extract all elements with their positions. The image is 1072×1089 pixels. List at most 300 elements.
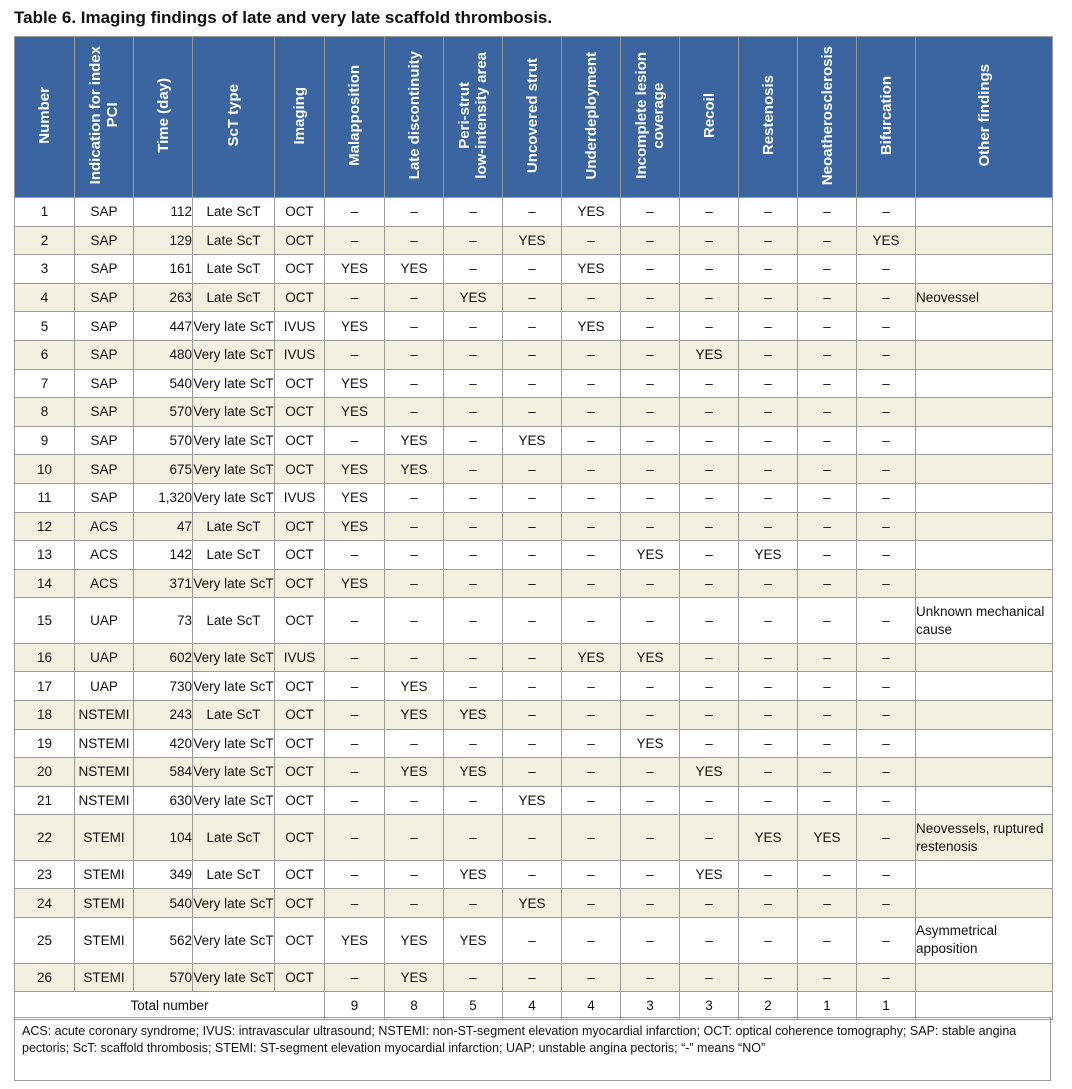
table-cell	[916, 483, 1053, 512]
table-cell: STEMI	[75, 889, 134, 918]
table-cell: –	[503, 369, 562, 398]
table-cell: 18	[15, 701, 75, 730]
table-cell: –	[444, 541, 503, 570]
table-cell: –	[325, 889, 385, 918]
table-cell: –	[621, 918, 680, 964]
table-cell: –	[621, 426, 680, 455]
table-cell: 11	[15, 483, 75, 512]
table-cell: –	[798, 369, 857, 398]
table-cell: –	[680, 815, 739, 861]
table-cell: YES	[503, 889, 562, 918]
column-header	[503, 37, 562, 198]
table-cell: –	[503, 963, 562, 992]
table-cell: –	[503, 483, 562, 512]
table-cell: YES	[325, 255, 385, 284]
table-cell: NSTEMI	[75, 786, 134, 815]
table-cell: –	[444, 569, 503, 598]
table-cell: –	[798, 255, 857, 284]
table-cell: OCT	[275, 889, 325, 918]
table-cell: –	[739, 198, 798, 227]
table-cell: –	[857, 786, 916, 815]
table-cell: 13	[15, 541, 75, 570]
table-cell: –	[680, 672, 739, 701]
table-cell: Very late ScT	[193, 889, 275, 918]
table-cell: –	[798, 455, 857, 484]
table-cell: –	[562, 963, 621, 992]
table-row	[15, 226, 1053, 255]
table-cell: 584	[134, 758, 193, 787]
table-row	[15, 758, 1053, 787]
table-cell: –	[798, 918, 857, 964]
table-cell: 263	[134, 283, 193, 312]
table-cell: –	[562, 701, 621, 730]
table-cell: –	[325, 701, 385, 730]
table-cell: 22	[15, 815, 75, 861]
table-cell: –	[680, 918, 739, 964]
table-cell: –	[739, 786, 798, 815]
column-header	[680, 37, 739, 198]
table-cell: YES	[385, 426, 444, 455]
table-cell	[916, 729, 1053, 758]
table-cell: –	[562, 340, 621, 369]
table-cell: –	[385, 889, 444, 918]
table-cell	[916, 340, 1053, 369]
table-cell: –	[325, 672, 385, 701]
table-cell: OCT	[275, 598, 325, 644]
table-cell: YES	[562, 312, 621, 341]
table-cell: –	[385, 729, 444, 758]
table-cell: OCT	[275, 512, 325, 541]
table-cell: –	[325, 729, 385, 758]
table-cell: –	[325, 226, 385, 255]
column-header-label: Underdeployment	[582, 51, 600, 180]
table-row	[15, 860, 1053, 889]
table-cell: –	[739, 340, 798, 369]
total-value: 5	[444, 992, 503, 1020]
table-row	[15, 918, 1053, 964]
table-cell: YES	[325, 512, 385, 541]
table-cell: –	[680, 643, 739, 672]
table-cell: OCT	[275, 815, 325, 861]
column-header	[798, 37, 857, 198]
table-cell: YES	[385, 918, 444, 964]
table-cell: YES	[385, 758, 444, 787]
table-cell: –	[325, 340, 385, 369]
table-cell: 142	[134, 541, 193, 570]
table-cell: UAP	[75, 598, 134, 644]
table-cell: YES	[385, 455, 444, 484]
table-cell: YES	[385, 963, 444, 992]
table-cell: –	[739, 729, 798, 758]
table-cell: Very late ScT	[193, 729, 275, 758]
column-header	[134, 37, 193, 198]
table-cell: 3	[15, 255, 75, 284]
column-header	[444, 37, 503, 198]
table-cell: NSTEMI	[75, 758, 134, 787]
table-cell: –	[621, 483, 680, 512]
table-cell: Very late ScT	[193, 340, 275, 369]
total-empty-cell	[916, 992, 1053, 1020]
table-cell: –	[857, 758, 916, 787]
table-cell: –	[562, 815, 621, 861]
table-cell: YES	[562, 198, 621, 227]
total-value: 4	[562, 992, 621, 1020]
table-cell: –	[444, 963, 503, 992]
table-cell: –	[444, 672, 503, 701]
table-row	[15, 963, 1053, 992]
table-cell: –	[739, 283, 798, 312]
table-cell: Late ScT	[193, 512, 275, 541]
column-header	[75, 37, 134, 198]
table-cell	[916, 455, 1053, 484]
table-cell: –	[325, 643, 385, 672]
table-cell: –	[857, 455, 916, 484]
findings-table	[14, 36, 1053, 1020]
table-cell: –	[562, 283, 621, 312]
table-cell: –	[325, 426, 385, 455]
table-cell: YES	[444, 283, 503, 312]
table-cell: Late ScT	[193, 598, 275, 644]
table-cell: –	[503, 701, 562, 730]
column-header-label: Recoil	[700, 92, 718, 138]
table-cell: –	[798, 963, 857, 992]
table-cell: –	[503, 398, 562, 427]
table-cell: YES	[739, 541, 798, 570]
table-cell: 26	[15, 963, 75, 992]
table-cell: OCT	[275, 541, 325, 570]
table-cell: Very late ScT	[193, 398, 275, 427]
table-cell	[916, 312, 1053, 341]
table-cell: –	[444, 643, 503, 672]
table-row	[15, 701, 1053, 730]
table-cell: –	[385, 598, 444, 644]
table-cell: –	[621, 701, 680, 730]
table-cell: 243	[134, 701, 193, 730]
column-header-label: Malapposition	[346, 65, 363, 166]
table-cell	[916, 255, 1053, 284]
table-cell: YES	[739, 815, 798, 861]
table-cell: –	[503, 758, 562, 787]
table-cell	[916, 369, 1053, 398]
table-cell: Late ScT	[193, 198, 275, 227]
column-header-label: Late discontinuity	[405, 51, 423, 180]
table-cell: –	[385, 512, 444, 541]
total-value: 4	[503, 992, 562, 1020]
table-cell: –	[385, 569, 444, 598]
table-cell: Late ScT	[193, 701, 275, 730]
table-cell: OCT	[275, 758, 325, 787]
table-cell: –	[621, 226, 680, 255]
table-cell: 47	[134, 512, 193, 541]
table-cell	[916, 758, 1053, 787]
table-cell: –	[798, 426, 857, 455]
table-cell: –	[503, 815, 562, 861]
table-cell: SAP	[75, 340, 134, 369]
table-cell: NSTEMI	[75, 729, 134, 758]
column-header	[621, 37, 680, 198]
column-header-label: Other findings	[975, 64, 993, 167]
table-cell: OCT	[275, 672, 325, 701]
table-cell: –	[798, 512, 857, 541]
total-value: 1	[798, 992, 857, 1020]
table-cell: 540	[134, 889, 193, 918]
table-cell: –	[562, 512, 621, 541]
table-cell: IVUS	[275, 312, 325, 341]
table-cell: –	[562, 226, 621, 255]
table-cell	[916, 198, 1053, 227]
table-cell: 540	[134, 369, 193, 398]
total-value: 8	[385, 992, 444, 1020]
table-cell: Asymmetrical apposition	[916, 918, 1053, 964]
table-cell: ACS	[75, 569, 134, 598]
table-cell: –	[621, 340, 680, 369]
table-cell: –	[739, 701, 798, 730]
table-cell: 1	[15, 198, 75, 227]
table-cell: –	[739, 483, 798, 512]
table-cell: YES	[325, 455, 385, 484]
table-cell: OCT	[275, 729, 325, 758]
table-cell: Very late ScT	[193, 426, 275, 455]
column-header	[193, 37, 275, 198]
table-row	[15, 283, 1053, 312]
table-cell: –	[385, 340, 444, 369]
total-row	[15, 992, 1053, 1020]
table-cell: YES	[621, 643, 680, 672]
table-cell: –	[621, 889, 680, 918]
table-cell: YES	[444, 701, 503, 730]
table-cell: 10	[15, 455, 75, 484]
column-header	[15, 37, 75, 198]
table-cell: YES	[857, 226, 916, 255]
table-row	[15, 312, 1053, 341]
table-cell: –	[503, 918, 562, 964]
table-cell: –	[798, 786, 857, 815]
table-cell	[916, 569, 1053, 598]
table-cell: Very late ScT	[193, 758, 275, 787]
table-cell: –	[680, 569, 739, 598]
table-cell: Late ScT	[193, 283, 275, 312]
table-cell: OCT	[275, 226, 325, 255]
table-body	[15, 198, 1053, 1020]
table-cell: –	[503, 569, 562, 598]
table-cell: –	[680, 426, 739, 455]
table-cell: –	[857, 340, 916, 369]
table-cell: –	[857, 426, 916, 455]
table-cell: YES	[503, 786, 562, 815]
table-cell: –	[680, 786, 739, 815]
total-label: Total number	[15, 992, 325, 1020]
header-row	[15, 37, 1053, 198]
table-cell: YES	[503, 426, 562, 455]
table-cell: Late ScT	[193, 255, 275, 284]
table-cell: –	[739, 860, 798, 889]
table-cell	[916, 672, 1053, 701]
table-cell: YES	[680, 860, 739, 889]
table-cell: –	[325, 198, 385, 227]
table-cell: YES	[325, 312, 385, 341]
table-cell: Very late ScT	[193, 569, 275, 598]
table-cell: –	[503, 312, 562, 341]
table-cell: YES	[680, 758, 739, 787]
table-cell: –	[798, 541, 857, 570]
table-cell: –	[857, 198, 916, 227]
table-cell: –	[444, 369, 503, 398]
table-cell: –	[857, 598, 916, 644]
table-cell: YES	[444, 918, 503, 964]
table-cell: –	[503, 198, 562, 227]
table-cell: OCT	[275, 918, 325, 964]
table-cell	[916, 226, 1053, 255]
table-row	[15, 672, 1053, 701]
table-cell: –	[444, 815, 503, 861]
table-cell: –	[798, 198, 857, 227]
table-cell: –	[562, 398, 621, 427]
table-cell: –	[857, 541, 916, 570]
table-cell: STEMI	[75, 918, 134, 964]
table-cell: –	[621, 963, 680, 992]
table-cell: 5	[15, 312, 75, 341]
table-cell: –	[857, 729, 916, 758]
table-cell: 12	[15, 512, 75, 541]
table-cell: SAP	[75, 483, 134, 512]
table-cell: YES	[325, 483, 385, 512]
column-header	[275, 37, 325, 198]
table-cell: YES	[621, 729, 680, 758]
table-cell: –	[798, 340, 857, 369]
table-cell: Very late ScT	[193, 483, 275, 512]
table-cell: Very late ScT	[193, 672, 275, 701]
table-cell: YES	[325, 918, 385, 964]
table-cell: –	[739, 369, 798, 398]
table-cell: –	[739, 758, 798, 787]
table-cell: –	[857, 643, 916, 672]
table-cell: –	[325, 860, 385, 889]
table-row	[15, 729, 1053, 758]
table-cell: STEMI	[75, 963, 134, 992]
column-header-label: Restenosis	[759, 75, 777, 156]
table-cell: –	[562, 860, 621, 889]
table-cell: –	[444, 426, 503, 455]
table-row	[15, 483, 1053, 512]
table-cell: –	[325, 283, 385, 312]
table-cell: –	[562, 598, 621, 644]
column-header-label: Neoatherosclerosis	[818, 45, 836, 186]
table-cell: 112	[134, 198, 193, 227]
table-cell: –	[857, 860, 916, 889]
table-cell: –	[680, 963, 739, 992]
table-cell	[916, 643, 1053, 672]
table-cell: IVUS	[275, 483, 325, 512]
table-cell: –	[680, 283, 739, 312]
column-header-label: Peri-strut low-intensity area	[456, 52, 490, 179]
table-cell: UAP	[75, 672, 134, 701]
table-row	[15, 786, 1053, 815]
table-cell: SAP	[75, 198, 134, 227]
table-cell: SAP	[75, 255, 134, 284]
table-cell: –	[562, 426, 621, 455]
table-cell: –	[385, 643, 444, 672]
table-cell: 602	[134, 643, 193, 672]
table-cell: –	[562, 541, 621, 570]
table-cell: Late ScT	[193, 815, 275, 861]
table-cell: –	[621, 758, 680, 787]
table-cell: OCT	[275, 426, 325, 455]
table-cell: –	[857, 283, 916, 312]
column-header	[325, 37, 385, 198]
table-cell: –	[857, 918, 916, 964]
table-cell: STEMI	[75, 860, 134, 889]
table-cell: –	[621, 369, 680, 398]
table-cell: –	[444, 198, 503, 227]
table-title: Table 6. Imaging findings of late and very late scaffold thrombosis.	[14, 8, 553, 27]
table-cell: YES	[562, 643, 621, 672]
table-row	[15, 398, 1053, 427]
table-cell: –	[680, 483, 739, 512]
table-cell: –	[325, 541, 385, 570]
table-cell: –	[680, 369, 739, 398]
table-cell: Very late ScT	[193, 643, 275, 672]
table-cell: Very late ScT	[193, 963, 275, 992]
table-cell: –	[798, 283, 857, 312]
table-cell	[916, 963, 1053, 992]
table-cell: 630	[134, 786, 193, 815]
table-cell: 23	[15, 860, 75, 889]
table-cell: SAP	[75, 455, 134, 484]
table-cell: –	[385, 398, 444, 427]
table-row	[15, 512, 1053, 541]
table-cell: –	[739, 963, 798, 992]
table-cell: –	[385, 541, 444, 570]
table-cell: –	[503, 672, 562, 701]
total-value: 9	[325, 992, 385, 1020]
table-cell: –	[444, 889, 503, 918]
table-cell: –	[621, 860, 680, 889]
table-cell	[916, 701, 1053, 730]
table-cell: –	[385, 860, 444, 889]
table-cell: OCT	[275, 455, 325, 484]
column-header	[385, 37, 444, 198]
table-cell: –	[739, 512, 798, 541]
table-cell: YES	[562, 255, 621, 284]
table-cell: Very late ScT	[193, 455, 275, 484]
table-cell: –	[680, 701, 739, 730]
table-cell: Very late ScT	[193, 312, 275, 341]
table-cell: 21	[15, 786, 75, 815]
table-cell: –	[385, 283, 444, 312]
table-cell: –	[621, 283, 680, 312]
table-cell: –	[503, 729, 562, 758]
table-cell: –	[739, 398, 798, 427]
table-cell: 675	[134, 455, 193, 484]
column-header-label: Indication for index PCI	[87, 46, 121, 185]
table-cell: UAP	[75, 643, 134, 672]
table-cell: –	[444, 729, 503, 758]
table-cell: 570	[134, 963, 193, 992]
table-cell: –	[680, 226, 739, 255]
table-cell: –	[621, 786, 680, 815]
table-cell: ACS	[75, 512, 134, 541]
table-cell: YES	[444, 860, 503, 889]
table-cell: IVUS	[275, 643, 325, 672]
table-cell: –	[739, 889, 798, 918]
table-cell: –	[444, 455, 503, 484]
table-cell: 2	[15, 226, 75, 255]
table-cell: –	[739, 569, 798, 598]
table-cell: –	[857, 672, 916, 701]
table-cell: –	[503, 512, 562, 541]
table-cell: –	[444, 398, 503, 427]
table-cell: –	[325, 963, 385, 992]
